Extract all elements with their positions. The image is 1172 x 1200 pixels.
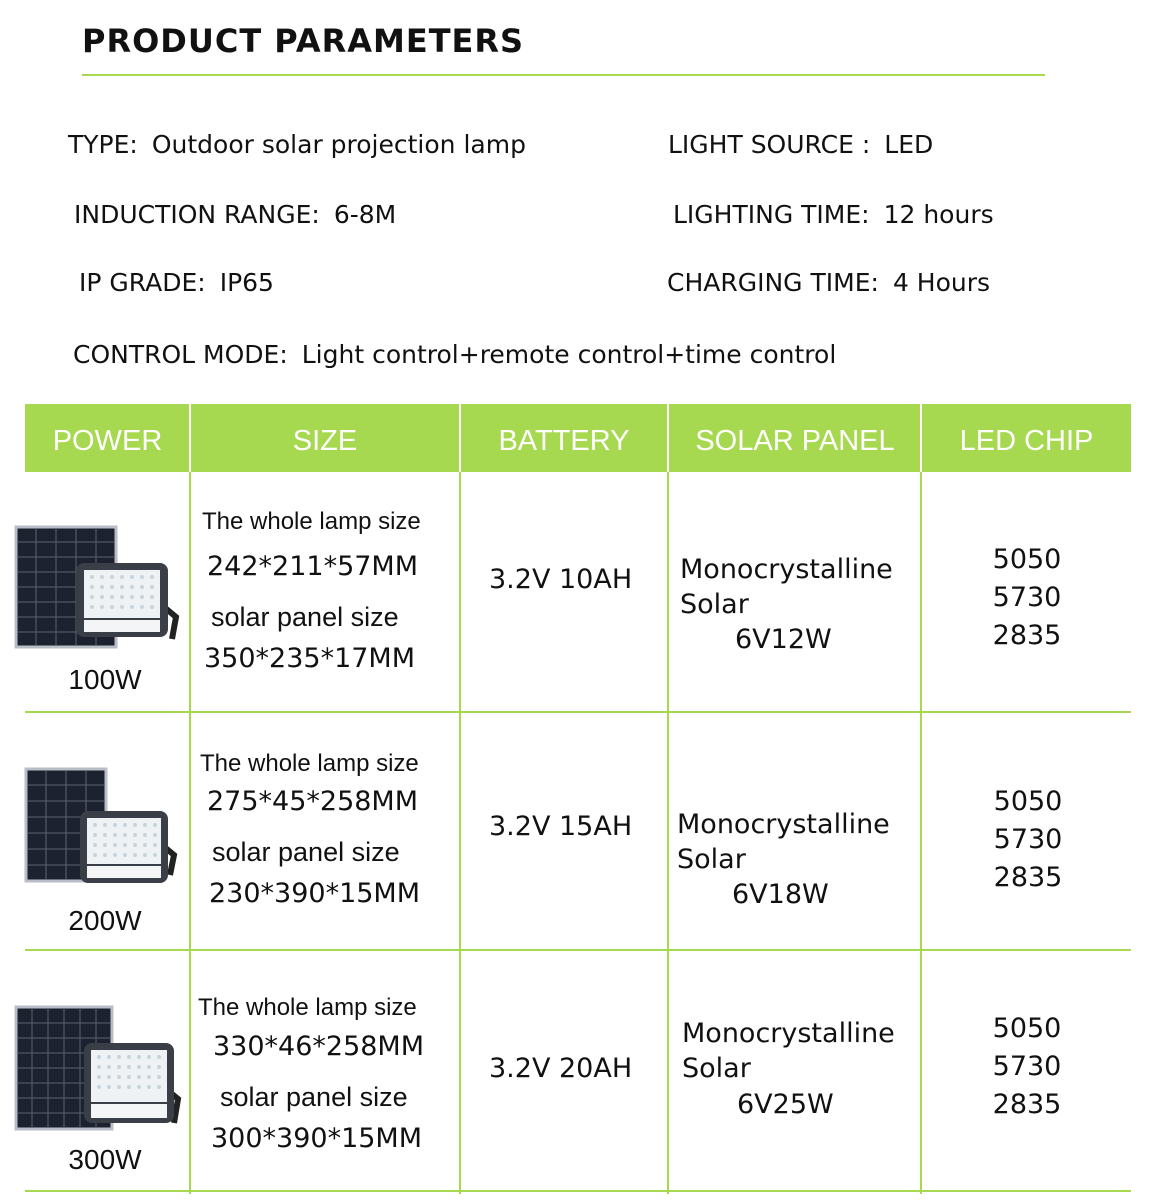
page-title: PRODUCT PARAMETERS — [82, 22, 525, 60]
led-chip: 5050 — [992, 1013, 1062, 1044]
row-divider — [25, 949, 1131, 951]
solar-floodlight-image — [14, 765, 184, 895]
led-chip-list — [957, 1010, 1097, 1124]
panel-type: Solar — [682, 1053, 751, 1084]
solar-floodlight-image — [14, 525, 184, 655]
led-chip: 5730 — [993, 824, 1063, 855]
param-value: IP65 — [219, 268, 274, 297]
led-chip: 2835 — [992, 1089, 1062, 1120]
panel-size-label: solar panel size — [211, 602, 399, 632]
param-label: CHARGING TIME: — [667, 268, 879, 297]
param-label: LIGHT SOURCE : — [668, 130, 871, 159]
param-value: 6-8M — [333, 200, 397, 229]
column-divider — [667, 472, 669, 1194]
lamp-size-label: The whole lamp size — [202, 508, 421, 535]
panel-type: Solar — [680, 589, 749, 620]
column-divider — [189, 472, 191, 1194]
param-light-source — [668, 130, 933, 159]
panel-type: Solar — [677, 844, 746, 875]
led-chip: 5730 — [992, 582, 1062, 613]
led-chip: 2835 — [993, 862, 1063, 893]
panel-power: 6V18W — [732, 879, 829, 910]
power-value: 300W — [68, 1144, 142, 1175]
panel-size-value: 300*390*15MM — [211, 1123, 423, 1154]
led-chip: 5730 — [992, 1051, 1062, 1082]
param-label: LIGHTING TIME: — [673, 200, 870, 229]
row-divider — [25, 711, 1131, 713]
panel-type: Monocrystalline — [682, 1018, 895, 1049]
led-chip: 5050 — [992, 544, 1062, 575]
param-induction-range — [74, 200, 396, 229]
header-solar-panel: SOLAR PANEL — [695, 425, 895, 457]
param-lighting-time — [673, 200, 994, 229]
header-battery: BATTERY — [498, 425, 630, 457]
column-divider — [459, 472, 461, 1194]
battery-value: 3.2V 20AH — [489, 1053, 633, 1084]
header-size: SIZE — [292, 425, 358, 457]
lamp-size-label: The whole lamp size — [200, 750, 419, 777]
param-control-mode — [73, 340, 836, 369]
panel-size-value: 350*235*17MM — [204, 643, 416, 674]
power-value: 200W — [68, 905, 142, 936]
lamp-size-label: The whole lamp size — [198, 994, 417, 1021]
lamp-size-value: 330*46*258MM — [213, 1031, 425, 1062]
param-label: INDUCTION RANGE: — [74, 200, 320, 229]
battery-value: 3.2V 10AH — [489, 564, 633, 595]
led-chip-list — [957, 541, 1097, 655]
param-label: CONTROL MODE: — [73, 340, 288, 369]
panel-type: Monocrystalline — [677, 809, 890, 840]
param-type — [68, 130, 526, 159]
param-value: Light control+remote control+time control — [301, 340, 837, 369]
lamp-size-value: 242*211*57MM — [207, 551, 419, 582]
panel-size-label: solar panel size — [212, 837, 400, 867]
param-label: TYPE: — [68, 130, 138, 159]
panel-size-value: 230*390*15MM — [209, 878, 421, 909]
battery-value: 3.2V 15AH — [489, 811, 633, 842]
param-charging-time — [667, 268, 990, 297]
param-ip-grade — [79, 268, 274, 297]
header-power: POWER — [52, 425, 163, 457]
param-label: IP GRADE: — [79, 268, 206, 297]
led-chip: 5050 — [993, 786, 1063, 817]
led-chip: 2835 — [992, 620, 1062, 651]
panel-size-label: solar panel size — [220, 1082, 408, 1112]
param-value: LED — [884, 130, 934, 159]
header-led-chip: LED CHIP — [959, 425, 1094, 457]
title-divider — [82, 74, 1045, 76]
row-divider — [25, 1190, 1131, 1192]
solar-floodlight-image — [14, 1003, 184, 1138]
param-value: 12 hours — [883, 200, 994, 229]
column-divider — [920, 472, 922, 1194]
lamp-size-value: 275*45*258MM — [207, 786, 419, 817]
param-value: Outdoor solar projection lamp — [151, 130, 526, 159]
table-header — [25, 404, 1131, 472]
panel-type: Monocrystalline — [680, 554, 893, 585]
panel-power: 6V12W — [735, 624, 832, 655]
led-chip-list — [958, 783, 1098, 897]
param-value: 4 Hours — [892, 268, 991, 297]
panel-power: 6V25W — [737, 1089, 834, 1120]
power-value: 100W — [68, 664, 142, 695]
